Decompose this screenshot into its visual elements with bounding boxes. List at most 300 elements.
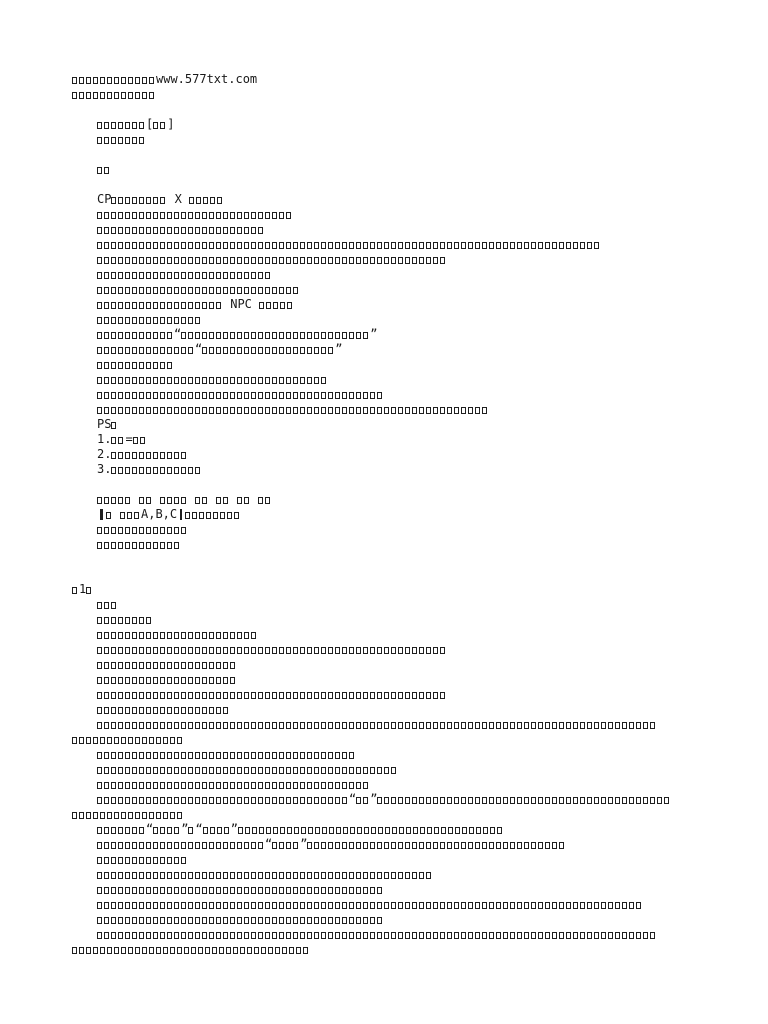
missing-glyph [97, 662, 102, 669]
missing-glyph [118, 527, 123, 534]
missing-glyph [384, 407, 389, 414]
missing-glyph [237, 767, 242, 774]
missing-glyph [181, 467, 186, 474]
missing-glyph [188, 767, 193, 774]
missing-glyph [308, 827, 313, 834]
missing-glyph [272, 407, 277, 414]
missing-glyph [118, 662, 123, 669]
missing-glyph [139, 362, 144, 369]
missing-glyph [216, 917, 221, 924]
missing-glyph [244, 902, 249, 909]
missing-glyph [181, 767, 186, 774]
missing-glyph [405, 872, 410, 879]
missing-glyph [461, 407, 466, 414]
missing-glyph [160, 842, 165, 849]
missing-glyph [230, 287, 235, 294]
missing-glyph [177, 737, 182, 744]
missing-glyph [132, 932, 137, 939]
missing-glyph [454, 407, 459, 414]
missing-glyph [195, 692, 200, 699]
missing-glyph [391, 902, 396, 909]
missing-glyph [279, 287, 284, 294]
missing-glyph [314, 797, 319, 804]
missing-glyph [510, 902, 515, 909]
missing-glyph [181, 317, 186, 324]
missing-glyph [104, 137, 109, 144]
vertical-bar-mark [180, 509, 182, 520]
missing-glyph [244, 347, 249, 354]
missing-glyph [79, 77, 84, 84]
missing-glyph [86, 587, 91, 594]
missing-glyph [188, 917, 193, 924]
missing-glyph [321, 692, 326, 699]
missing-glyph [237, 242, 242, 249]
missing-glyph [132, 362, 137, 369]
missing-glyph [216, 407, 221, 414]
missing-glyph [440, 842, 445, 849]
missing-glyph [97, 722, 102, 729]
missing-glyph [153, 407, 158, 414]
missing-glyph [209, 797, 214, 804]
missing-glyph [216, 692, 221, 699]
missing-glyph [125, 917, 130, 924]
missing-glyph [86, 947, 91, 954]
missing-glyph [370, 647, 375, 654]
missing-glyph [405, 257, 410, 264]
missing-glyph [244, 497, 249, 504]
missing-glyph [167, 272, 172, 279]
missing-glyph [517, 242, 522, 249]
missing-glyph [111, 302, 116, 309]
missing-glyph [300, 332, 305, 339]
missing-glyph [104, 617, 109, 624]
missing-glyph [146, 197, 151, 204]
missing-glyph [426, 692, 431, 699]
document-page [72, 72, 712, 957]
paragraph-line [72, 702, 712, 717]
text-run: 1. [97, 432, 112, 446]
missing-glyph [538, 722, 543, 729]
missing-glyph [342, 887, 347, 894]
missing-glyph [216, 377, 221, 384]
missing-glyph [307, 722, 312, 729]
missing-glyph [188, 797, 193, 804]
missing-glyph [97, 332, 102, 339]
missing-glyph [223, 647, 228, 654]
missing-glyph [149, 812, 154, 819]
missing-glyph [230, 647, 235, 654]
missing-glyph [132, 302, 137, 309]
missing-glyph [216, 677, 221, 684]
missing-glyph [118, 647, 123, 654]
missing-glyph [272, 872, 277, 879]
missing-glyph [167, 857, 172, 864]
missing-glyph [160, 212, 165, 219]
missing-glyph [167, 362, 172, 369]
missing-glyph [433, 902, 438, 909]
missing-glyph [405, 242, 410, 249]
missing-glyph [125, 257, 130, 264]
missing-glyph [363, 692, 368, 699]
missing-glyph [125, 932, 130, 939]
missing-glyph [531, 842, 536, 849]
missing-glyph [97, 647, 102, 654]
missing-glyph [118, 122, 123, 129]
missing-glyph [104, 272, 109, 279]
missing-glyph [209, 287, 214, 294]
missing-glyph [230, 677, 235, 684]
missing-glyph [328, 242, 333, 249]
missing-glyph [307, 347, 312, 354]
missing-glyph [216, 797, 221, 804]
missing-glyph [153, 842, 158, 849]
missing-glyph [230, 782, 235, 789]
missing-glyph [146, 302, 151, 309]
missing-glyph [153, 857, 158, 864]
missing-glyph [461, 902, 466, 909]
missing-glyph [405, 407, 410, 414]
missing-glyph [349, 842, 354, 849]
missing-glyph [97, 752, 102, 759]
missing-glyph [195, 287, 200, 294]
missing-glyph [482, 407, 487, 414]
missing-glyph [399, 827, 404, 834]
missing-glyph [209, 842, 214, 849]
missing-glyph [195, 227, 200, 234]
missing-glyph [195, 662, 200, 669]
missing-glyph [384, 647, 389, 654]
missing-glyph [209, 917, 214, 924]
missing-glyph [454, 842, 459, 849]
missing-glyph [314, 392, 319, 399]
missing-glyph [503, 932, 508, 939]
missing-glyph [111, 377, 116, 384]
missing-glyph [139, 407, 144, 414]
missing-glyph [350, 827, 355, 834]
missing-glyph [321, 917, 326, 924]
missing-glyph [272, 332, 277, 339]
missing-glyph [210, 827, 215, 834]
missing-glyph [573, 932, 578, 939]
missing-glyph [377, 887, 382, 894]
missing-glyph [342, 692, 347, 699]
missing-glyph [286, 902, 291, 909]
missing-glyph [104, 662, 109, 669]
missing-glyph [202, 347, 207, 354]
missing-glyph [139, 392, 144, 399]
missing-glyph [419, 872, 424, 879]
missing-glyph [111, 122, 116, 129]
missing-glyph [153, 527, 158, 534]
missing-glyph [97, 857, 102, 864]
missing-glyph [209, 407, 214, 414]
missing-glyph [573, 797, 578, 804]
missing-glyph [111, 797, 116, 804]
missing-glyph [174, 407, 179, 414]
missing-glyph [349, 692, 354, 699]
missing-glyph [174, 872, 179, 879]
missing-glyph [482, 902, 487, 909]
missing-glyph [188, 692, 193, 699]
missing-glyph [233, 947, 238, 954]
missing-glyph [213, 512, 218, 519]
missing-glyph [426, 932, 431, 939]
missing-glyph [314, 872, 319, 879]
missing-glyph [160, 122, 165, 129]
missing-glyph [587, 242, 592, 249]
missing-glyph [300, 872, 305, 879]
missing-glyph [384, 797, 389, 804]
blank-line [72, 147, 712, 162]
missing-glyph [167, 347, 172, 354]
missing-glyph [356, 887, 361, 894]
missing-glyph [118, 242, 123, 249]
missing-glyph [125, 122, 130, 129]
missing-glyph [104, 257, 109, 264]
missing-glyph [146, 857, 151, 864]
missing-glyph [370, 767, 375, 774]
missing-glyph [545, 902, 550, 909]
missing-glyph [230, 662, 235, 669]
missing-glyph [209, 257, 214, 264]
missing-glyph [111, 917, 116, 924]
missing-glyph [251, 392, 256, 399]
missing-glyph [454, 797, 459, 804]
missing-glyph [72, 587, 77, 594]
missing-glyph [139, 467, 144, 474]
intro-line [72, 522, 712, 537]
missing-glyph [405, 932, 410, 939]
missing-glyph [552, 932, 557, 939]
missing-glyph [139, 317, 144, 324]
missing-glyph [335, 932, 340, 939]
missing-glyph [146, 887, 151, 894]
missing-glyph [146, 362, 151, 369]
missing-glyph [209, 632, 214, 639]
missing-glyph [335, 242, 340, 249]
text-run: “ [265, 837, 273, 851]
missing-glyph [174, 842, 179, 849]
text-run: “ [146, 822, 154, 836]
missing-glyph [139, 242, 144, 249]
missing-glyph [349, 332, 354, 339]
missing-glyph [286, 257, 291, 264]
missing-glyph [97, 497, 102, 504]
missing-glyph [212, 947, 217, 954]
missing-glyph [160, 377, 165, 384]
missing-glyph [181, 707, 186, 714]
missing-glyph [111, 662, 116, 669]
missing-glyph [209, 932, 214, 939]
missing-glyph [202, 257, 207, 264]
missing-glyph [135, 77, 140, 84]
paragraph-line [72, 747, 712, 762]
missing-glyph [104, 632, 109, 639]
missing-glyph [237, 392, 242, 399]
missing-glyph [328, 842, 333, 849]
missing-glyph [139, 377, 144, 384]
missing-glyph [307, 377, 312, 384]
missing-glyph [125, 632, 130, 639]
missing-glyph [279, 647, 284, 654]
missing-glyph [125, 722, 130, 729]
missing-glyph [601, 902, 606, 909]
missing-glyph [146, 707, 151, 714]
missing-glyph [279, 797, 284, 804]
missing-glyph [167, 467, 172, 474]
missing-glyph [153, 662, 158, 669]
missing-glyph [146, 632, 151, 639]
missing-glyph [97, 677, 102, 684]
missing-glyph [160, 707, 165, 714]
missing-glyph [167, 497, 172, 504]
missing-glyph [97, 827, 102, 834]
missing-glyph [104, 647, 109, 654]
missing-glyph [188, 872, 193, 879]
missing-glyph [170, 737, 175, 744]
missing-glyph [188, 632, 193, 639]
missing-glyph [272, 722, 277, 729]
missing-glyph [272, 287, 277, 294]
missing-glyph [419, 257, 424, 264]
missing-glyph [377, 797, 382, 804]
missing-glyph [223, 842, 228, 849]
missing-glyph [104, 347, 109, 354]
missing-glyph [97, 932, 102, 939]
missing-glyph [343, 827, 348, 834]
missing-glyph [265, 287, 270, 294]
missing-glyph [139, 452, 144, 459]
missing-glyph [234, 512, 239, 519]
missing-glyph [496, 797, 501, 804]
missing-glyph [146, 407, 151, 414]
missing-glyph [149, 947, 154, 954]
missing-glyph [301, 827, 306, 834]
missing-glyph [321, 242, 326, 249]
text-run: “ [195, 822, 203, 836]
missing-glyph [181, 857, 186, 864]
missing-glyph [237, 377, 242, 384]
paragraph-line [72, 717, 712, 732]
missing-glyph [167, 887, 172, 894]
missing-glyph [321, 722, 326, 729]
intro-line [72, 162, 712, 177]
missing-glyph [258, 347, 263, 354]
missing-glyph [174, 782, 179, 789]
missing-glyph [496, 932, 501, 939]
missing-glyph [160, 467, 165, 474]
missing-glyph [237, 917, 242, 924]
missing-glyph [230, 692, 235, 699]
missing-glyph [97, 782, 102, 789]
missing-glyph [139, 197, 144, 204]
missing-glyph [132, 527, 137, 534]
missing-glyph [552, 797, 557, 804]
site-url-link[interactable]: www.577txt.com [156, 72, 258, 86]
missing-glyph [153, 467, 158, 474]
missing-glyph [111, 197, 116, 204]
missing-glyph [293, 842, 298, 849]
missing-glyph [153, 392, 158, 399]
missing-glyph [132, 377, 137, 384]
missing-glyph [265, 347, 270, 354]
missing-glyph [104, 857, 109, 864]
missing-glyph [328, 692, 333, 699]
missing-glyph [251, 347, 256, 354]
missing-glyph [307, 872, 312, 879]
missing-glyph [167, 227, 172, 234]
missing-glyph [391, 932, 396, 939]
missing-glyph [104, 122, 109, 129]
missing-glyph [503, 842, 508, 849]
missing-glyph [293, 932, 298, 939]
missing-glyph [97, 122, 102, 129]
missing-glyph [377, 902, 382, 909]
missing-glyph [132, 692, 137, 699]
missing-glyph [328, 872, 333, 879]
missing-glyph [608, 902, 613, 909]
missing-glyph [244, 797, 249, 804]
missing-glyph [195, 752, 200, 759]
missing-glyph [240, 947, 245, 954]
missing-glyph [280, 827, 285, 834]
missing-glyph [594, 797, 599, 804]
missing-glyph [125, 827, 130, 834]
missing-glyph [363, 332, 368, 339]
missing-glyph [307, 257, 312, 264]
missing-glyph [552, 722, 557, 729]
missing-glyph [594, 242, 599, 249]
missing-glyph [286, 797, 291, 804]
missing-glyph [195, 647, 200, 654]
missing-glyph [104, 362, 109, 369]
missing-glyph [209, 662, 214, 669]
missing-glyph [384, 257, 389, 264]
missing-glyph [650, 932, 655, 939]
missing-glyph [230, 932, 235, 939]
missing-glyph [265, 797, 270, 804]
missing-glyph [251, 272, 256, 279]
missing-glyph [188, 332, 193, 339]
missing-glyph [356, 692, 361, 699]
missing-glyph [475, 242, 480, 249]
missing-glyph [475, 407, 480, 414]
missing-glyph [223, 677, 228, 684]
missing-glyph [226, 947, 231, 954]
missing-glyph [167, 452, 172, 459]
missing-glyph [188, 272, 193, 279]
missing-glyph [107, 737, 112, 744]
missing-glyph [622, 797, 627, 804]
missing-glyph [174, 932, 179, 939]
missing-glyph [461, 722, 466, 729]
missing-glyph [111, 242, 116, 249]
missing-glyph [237, 227, 242, 234]
missing-glyph [244, 227, 249, 234]
missing-glyph [223, 767, 228, 774]
missing-glyph [149, 77, 154, 84]
missing-glyph [426, 647, 431, 654]
missing-glyph [258, 752, 263, 759]
missing-glyph [587, 932, 592, 939]
missing-glyph [202, 407, 207, 414]
missing-glyph [216, 302, 221, 309]
missing-glyph [104, 212, 109, 219]
missing-glyph [377, 392, 382, 399]
missing-glyph [97, 257, 102, 264]
missing-glyph [497, 827, 502, 834]
missing-glyph [153, 257, 158, 264]
